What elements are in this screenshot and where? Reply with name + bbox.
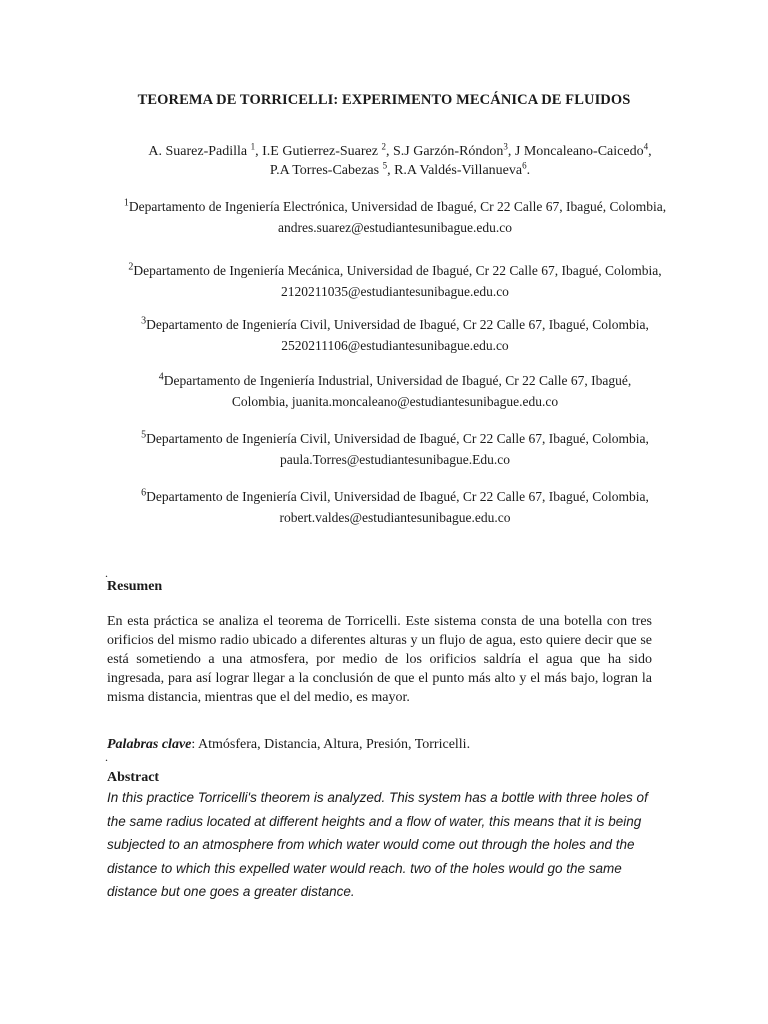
affiliation-email: andres.suarez@estudiantesunibague.edu.co xyxy=(278,220,512,235)
affiliation-number: 6 xyxy=(141,487,147,499)
affiliation-4 xyxy=(100,370,690,412)
affiliation-2 xyxy=(100,260,690,302)
author-separator: . xyxy=(526,163,531,178)
author-list xyxy=(60,142,740,180)
keywords-line xyxy=(107,737,470,753)
affiliation-text: Departamento de Ingeniería Industrial, Universidad de Ibagué, Cr 22 Calle 67, Ibagué, xyxy=(163,373,632,388)
abstract-paragraph: In this practice Torricelli's theorem is analyzed. This system has a bottle with three holes of the same radius located at different heights and a flow of water, this means that it is being subjected to an atmosphere from which water would come out through the holes and the distance to which this expelled water would reach. two of the holes would go the same distance but one goes a greater distance. xyxy=(107,790,648,899)
affiliation-text: Departamento de Ingeniería Mecánica, Universidad de Ibagué, Cr 22 Calle 67, Ibagué, Colombia, xyxy=(133,263,662,278)
author-affil-number: 4 xyxy=(643,141,649,152)
author-name: , S.J Garzón-Róndon xyxy=(385,144,504,159)
author-name: A. Suarez-Padilla xyxy=(148,144,251,159)
affiliation-number: 1 xyxy=(123,197,129,209)
affiliation-text: Departamento de Ingeniería Civil, Universidad de Ibagué, Cr 22 Calle 67, Ibagué, Colombia, xyxy=(146,431,649,446)
affiliation-email: robert.valdes@estudiantesunibague.edu.co xyxy=(279,510,511,525)
author-affil-number: 2 xyxy=(381,141,386,152)
affiliation-email: Colombia, juanita.moncaleano@estudiantesunibague.edu.co xyxy=(231,394,559,409)
affiliation-text: Departamento de Ingeniería Electrónica, Universidad de Ibagué, Cr 22 Calle 67, Ibagué, Colombia, xyxy=(128,199,667,214)
author-name: , R.A Valdés-Villanueva xyxy=(387,163,523,178)
resumen-heading: Resumen xyxy=(107,579,163,594)
affiliation-email: 2120211035@estudiantesunibague.edu.co xyxy=(281,284,509,299)
resumen-paragraph: En esta práctica se analiza el teorema de Torricelli. Este sistema consta de una botella con tres orificios del mismo radio ubicado a diferentes alturas y un flujo de agua, esto quiere decir que se está sometiendo a una atmosfera, por medio de los orificios saldría el agua que ha sido ingresada, para así lograr llegar a la conclusión de que el punto más alto y el más bajo, logran la misma distancia, mientras que el del medio, es mayor. xyxy=(107,614,652,705)
keywords-text: : Atmósfera, Distancia, Altura, Presión, Torricelli. xyxy=(191,737,471,752)
affiliation-1 xyxy=(100,196,690,238)
stray-mark: . xyxy=(105,566,108,580)
affiliation-number: 5 xyxy=(141,429,147,441)
affiliation-number: 2 xyxy=(128,261,134,273)
affiliation-email: paula.Torres@estudiantesunibague.Edu.co xyxy=(279,452,511,467)
author-separator: , xyxy=(648,144,652,159)
paper-title: TEOREMA DE TORRICELLI: EXPERIMENTO MECÁNICA DE FLUIDOS xyxy=(137,92,631,108)
author-affil-number: 6 xyxy=(522,160,527,171)
author-line-1 xyxy=(60,142,740,161)
affiliation-number: 3 xyxy=(141,315,147,327)
author-affil-number: 5 xyxy=(382,160,388,171)
affiliation-number: 4 xyxy=(158,371,164,383)
abstract-heading: Abstract xyxy=(107,770,160,785)
affiliation-text: Departamento de Ingeniería Civil, Universidad de Ibagué, Cr 22 Calle 67, Ibagué, Colombia, xyxy=(146,317,649,332)
affiliation-email: 2520211106@estudiantesunibague.edu.co xyxy=(281,338,509,353)
affiliation-5 xyxy=(100,428,690,470)
affiliation-6 xyxy=(100,486,690,528)
stray-mark: . xyxy=(105,750,108,764)
author-name: P.A Torres-Cabezas xyxy=(269,163,383,178)
affiliation-text: Departamento de Ingeniería Civil, Universidad de Ibagué, Cr 22 Calle 67, Ibagué, Colombia, xyxy=(146,489,649,504)
author-name: , J Moncaleano-Caicedo xyxy=(507,144,644,159)
author-name: , I.E Gutierrez-Suarez xyxy=(255,144,382,159)
affiliation-3 xyxy=(100,314,690,356)
author-affil-number: 1 xyxy=(250,141,256,152)
author-affil-number: 3 xyxy=(503,141,508,152)
keywords-label: Palabras clave xyxy=(107,737,192,752)
author-line-2 xyxy=(60,161,740,180)
